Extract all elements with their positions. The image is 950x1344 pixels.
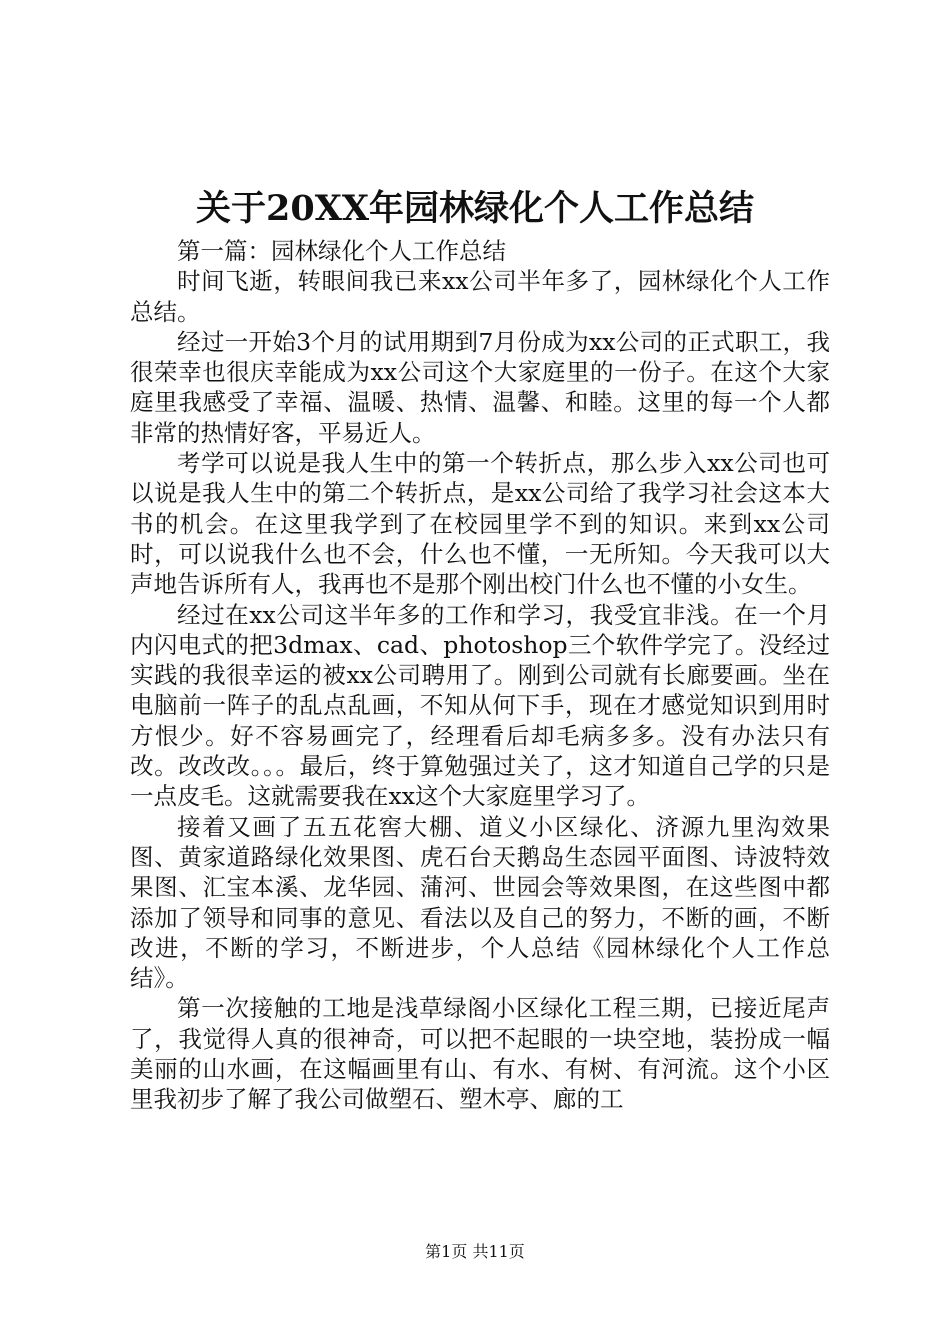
document-title: 关于20XX年园林绿化个人工作总结 [195,188,755,229]
paragraph: 第一次接触的工地是浅草绿阁小区绿化工程三期，已接近尾声了，我觉得人真的很神奇，可以把不起眼的一块空地，装扮成一幅美丽的山水画，在这幅画里有山、有水、有树、有河流。这个小区里我初步了解了我公司做塑石、塑木亭、廊的工 [130,994,830,1114]
paragraph: 时间飞逝，转眼间我已来xx公司半年多了，园林绿化个人工作总结。 [130,267,830,326]
paragraph: 经过在xx公司这半年多的工作和学习，我受宜非浅。在一个月内闪电式的把3dmax、cad、photoshop三个软件学完了。没经过实践的我很幸运的被xx公司聘用了。刚到公司就有长廊要画。坐在电脑前一阵子的乱点乱画，不知从何下手，现在才感觉知识到用时方恨少。好不容易画完了，经理看后却毛病多多。没有办法只有改。改改改。。。最后，终于算勉强过关了，这才知道自己学的只是一点皮毛。这就需要我在xx这个大家庭里学习了。 [130,600,830,811]
paragraph: 考学可以说是我人生中的第一个转折点，那么步入xx公司也可以说是我人生中的第二个转折点，是xx公司给了我学习社会这本大书的机会。在这里我学到了在校园里学不到的知识。来到xx公司时，可以说我什么也不会，什么也不懂，一无所知。今天我可以大声地告诉所有人，我再也不是那个刚出校门什么也不懂的小女生。 [130,449,830,599]
paragraph-section-heading: 第一篇：园林绿化个人工作总结 [177,237,506,265]
page-number-footer: 第1页 共11页 [425,1242,525,1261]
paragraph: 经过一开始3个月的试用期到7月份成为xx公司的正式职工，我很荣幸也很庆幸能成为xx公司这个大家庭里的一份子。在这个大家庭里我感受了幸福、温暖、热情、温馨、和睦。这里的每一个人都非常的热情好客，平易近人。 [130,327,830,447]
document-body [130,236,830,1115]
paragraph: 接着又画了五五花窖大棚、道义小区绿化、济源九里沟效果图、黄家道路绿化效果图、虎石台天鹅岛生态园平面图、诗波特效果图、汇宝本溪、龙华园、蒲河、世园会等效果图，在这些图中都添加了领导和同事的意见、看法以及自己的努力，不断的画，不断改进，不断的学习，不断进步，个人总结《园林绿化个人工作总结》。 [130,812,830,993]
